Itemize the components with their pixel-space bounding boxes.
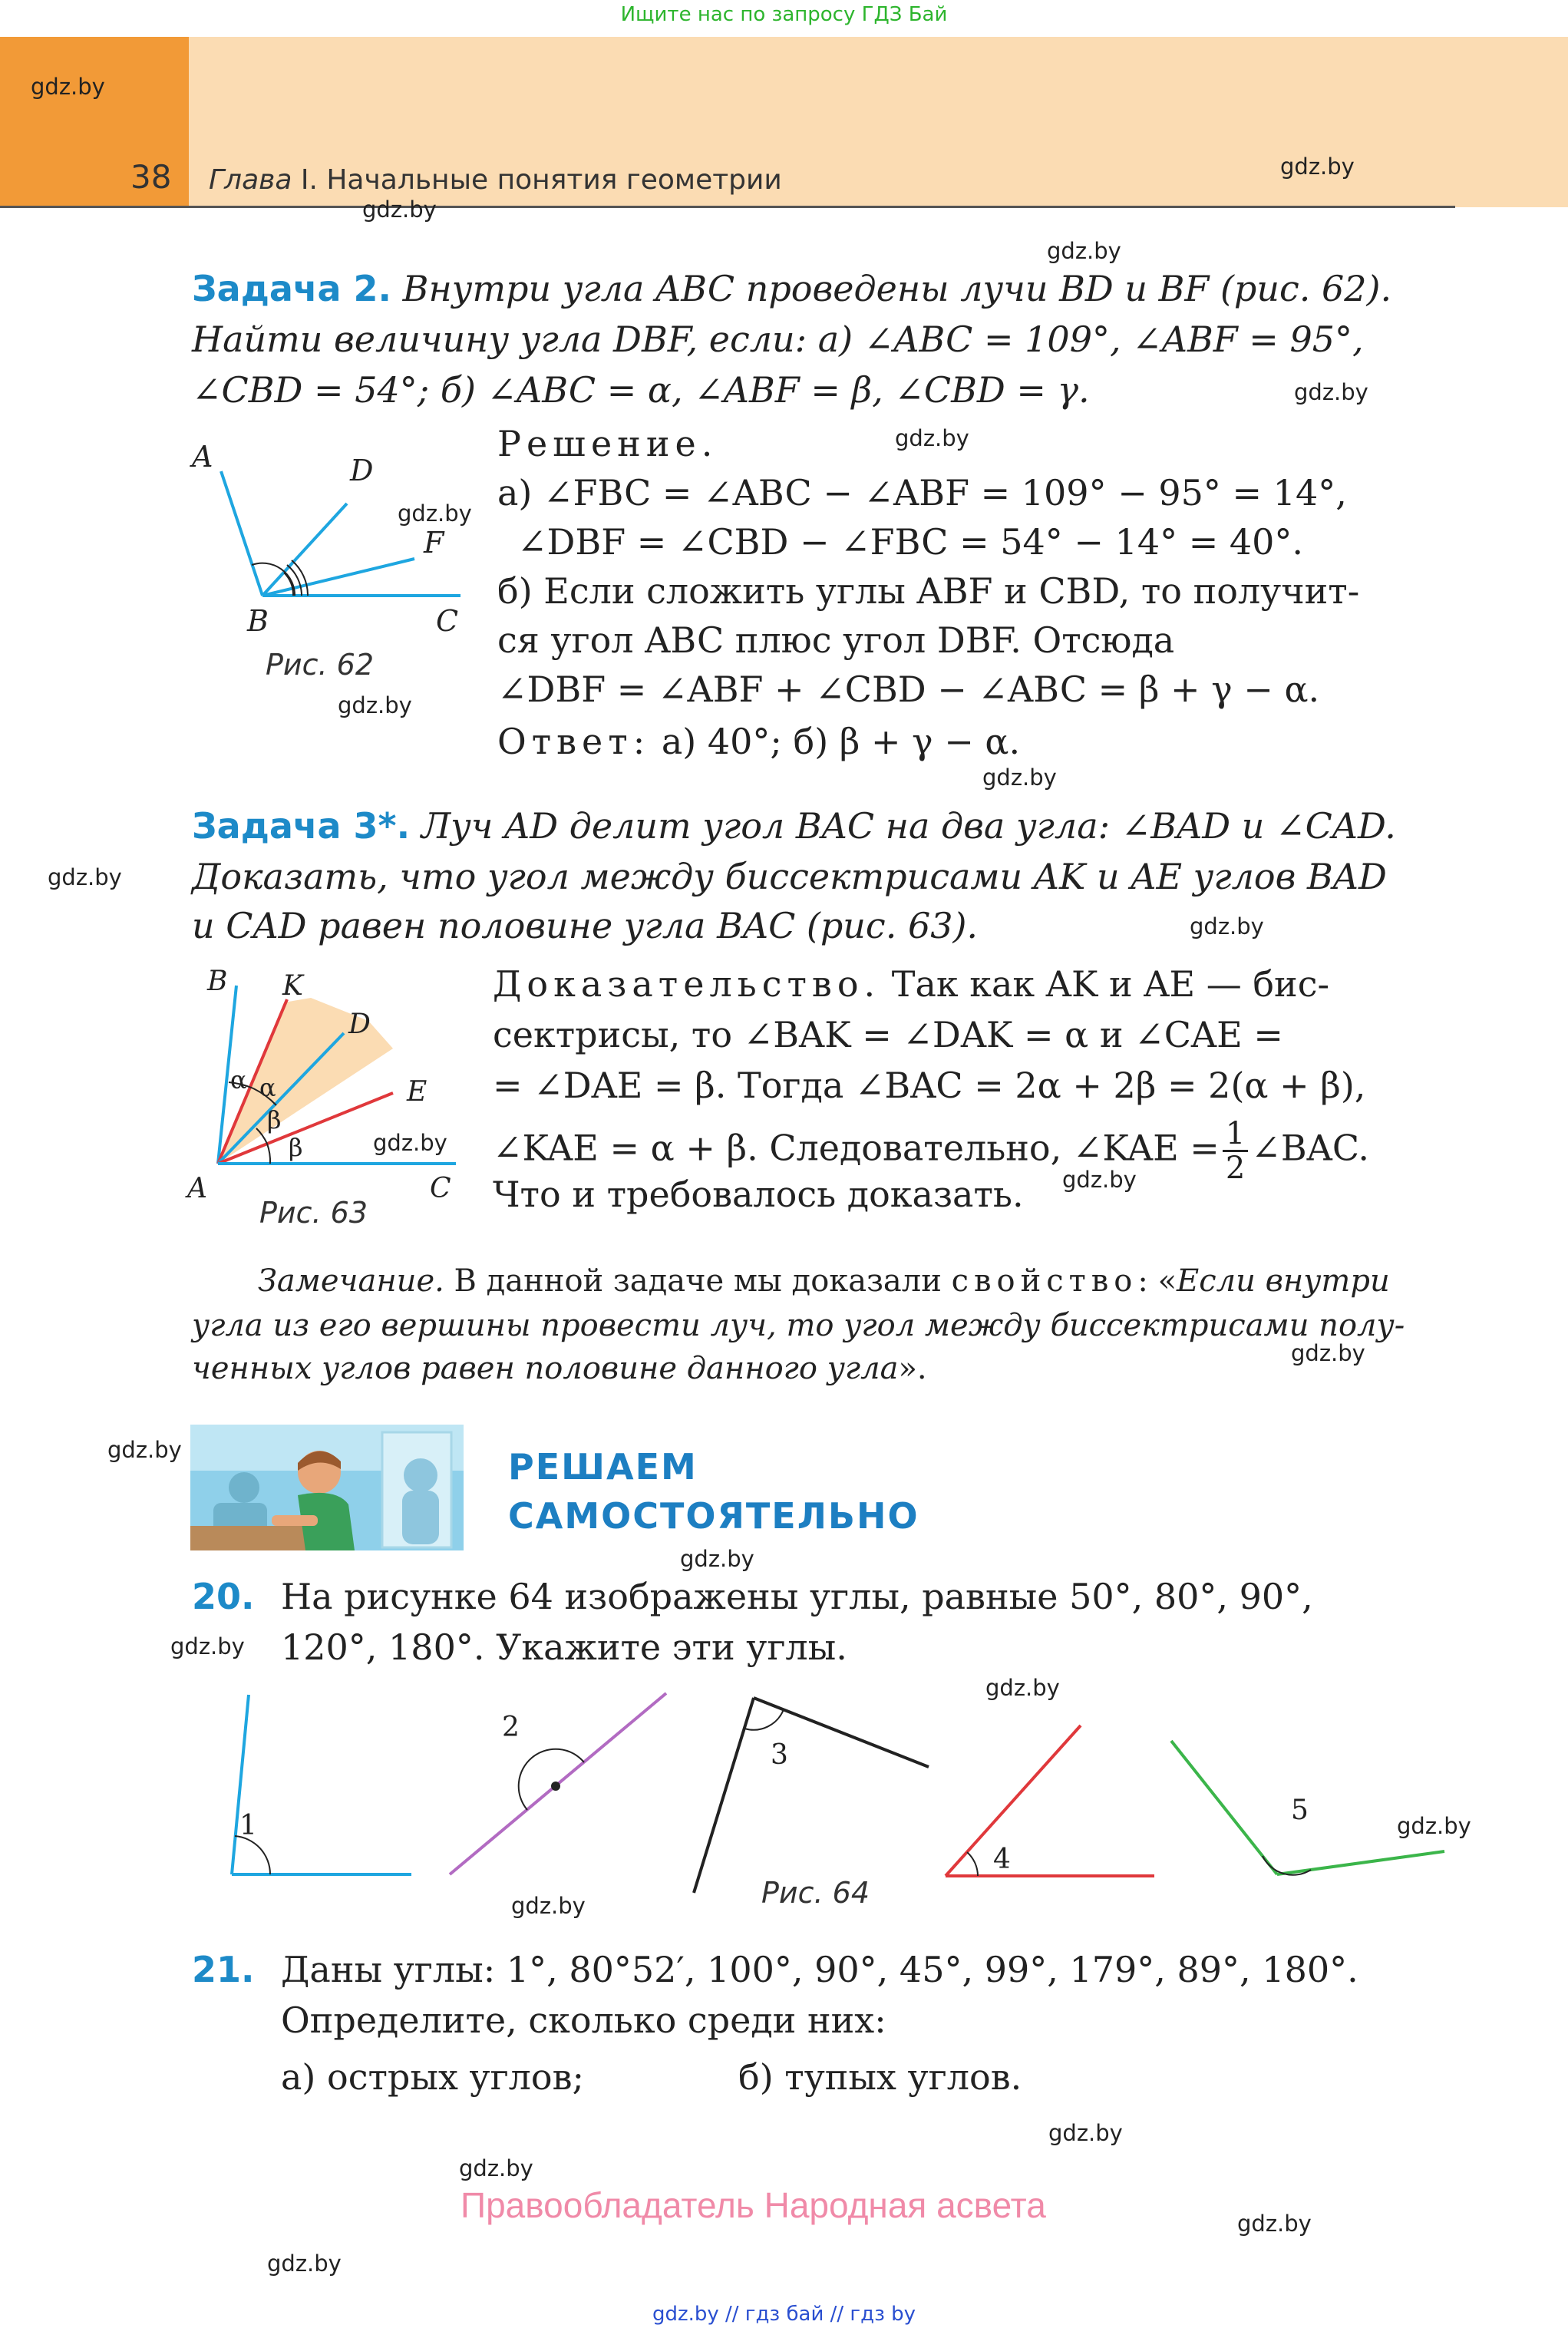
label-A: A — [187, 1173, 207, 1204]
ex20-number: 20. — [192, 1576, 255, 1617]
watermark: gdz.by — [895, 425, 969, 451]
ray-BA — [221, 471, 262, 596]
label-F: F — [424, 526, 444, 560]
angle-arc — [235, 1836, 270, 1874]
watermark: gdz.by — [338, 692, 412, 718]
top-notice: Ищите нас по запросу ГДЗ Бай — [620, 3, 948, 26]
watermark: gdz.by — [1047, 238, 1121, 264]
remark-line1: Замечание. В данной задаче мы доказали свойство: «Если внутри — [258, 1263, 1390, 1299]
angle-3 — [694, 1698, 929, 1893]
solution-line1: а) ∠FBC = ∠ABC − ∠ABF = 109° − 95° = 14°, — [497, 472, 1347, 514]
task2-line2: Найти величину угла DBF, если: а) ∠ABC = 109°, ∠ABF = 95°, — [192, 319, 1364, 360]
watermark: gdz.by — [267, 2250, 342, 2277]
ex20-line1: На рисунке 64 изображены углы, равные 50°, 80°, 90°, — [281, 1576, 1313, 1617]
angle-4 — [946, 1725, 1154, 1876]
watermark: gdz.by — [1294, 379, 1368, 405]
ex21-number: 21. — [192, 1949, 255, 1990]
watermark: gdz.by — [170, 1633, 245, 1659]
angle-5-side — [1277, 1851, 1444, 1874]
watermark: gdz.by — [107, 1437, 182, 1463]
angle-arc — [967, 1852, 978, 1876]
watermark: gdz.by — [1280, 154, 1355, 180]
figure-63 — [177, 959, 484, 1213]
label-beta: β — [289, 1133, 303, 1162]
section-illustration — [190, 1425, 464, 1550]
angle-arc — [519, 1749, 584, 1810]
watermark: gdz.by — [373, 1130, 447, 1156]
watermark: gdz.by — [459, 2155, 533, 2181]
angle-3-side — [694, 1698, 754, 1893]
ray-BF — [262, 559, 414, 596]
angle-label-4: 4 — [993, 1844, 1011, 1875]
label-C: C — [436, 604, 459, 638]
label-D: D — [348, 1009, 371, 1040]
watermark: gdz.by — [398, 500, 472, 527]
ex21-option-b: б) тупых углов. — [738, 2056, 1022, 2098]
label-E: E — [407, 1076, 427, 1108]
watermark: gdz.by — [511, 1893, 586, 1919]
proof-line2: сектрисы, то ∠BAK = ∠DAK = α и ∠CAE = — [493, 1014, 1283, 1055]
task3-line3: и CAD равен половине угла BAC (рис. 63). — [192, 905, 979, 946]
chapter-title: Глава I. Начальные понятия геометрии — [209, 164, 782, 196]
solution-line3: б) Если сложить углы ABF и CBD, то получит- — [497, 570, 1360, 612]
task3-line2: Доказать, что угол между биссектрисами AK и AE углов BAD — [192, 856, 1387, 897]
watermark: gdz.by — [1291, 1340, 1365, 1366]
watermark: gdz.by — [985, 1675, 1060, 1701]
watermark: gdz.by — [1237, 2211, 1312, 2237]
answer-line: Ответ: а) 40°; б) β + γ − α. — [497, 721, 1021, 762]
solution-line2: ∠DBF = ∠CBD − ∠FBC = 54° − 14° = 40°. — [517, 521, 1304, 563]
watermark: gdz.by — [31, 74, 105, 100]
label-B: B — [207, 966, 228, 997]
angle-2-vertex — [551, 1782, 560, 1791]
proof-line4: ∠KAE = α + β. Следовательно, ∠KAE = $\frac{1}{2}$ ∠BAC. — [493, 1116, 1370, 1186]
proof-line5: Что и требовалось доказать. — [493, 1174, 1024, 1215]
watermark: gdz.by — [362, 196, 437, 223]
fig64-caption: Рис. 64 — [761, 1876, 870, 1910]
angle-2 — [450, 1693, 666, 1874]
task2-line3: ∠CBD = 54°; б) ∠ABC = α, ∠ABF = β, ∠CBD = γ. — [192, 369, 1090, 411]
watermark: gdz.by — [1397, 1813, 1471, 1839]
label-B: B — [247, 604, 269, 638]
remark-line3: ченных углов равен половине данного угла». — [192, 1351, 927, 1386]
ex21-line1: Даны углы: 1°, 80°52′, 100°, 90°, 45°, 99°, 179°, 89°, 180°. — [281, 1949, 1358, 1990]
watermark: gdz.by — [48, 864, 122, 890]
angle-4-side — [946, 1725, 1081, 1876]
watermark: gdz.by — [1062, 1167, 1137, 1193]
angle-1-side — [232, 1695, 249, 1874]
angle-label-5: 5 — [1291, 1795, 1309, 1826]
proof-line3: = ∠DAE = β. Тогда ∠BAC = 2α + 2β = 2(α + β), — [493, 1065, 1366, 1106]
figure-62 — [177, 430, 484, 660]
fig63-caption: Рис. 63 — [259, 1196, 368, 1230]
solution-heading: Решение. — [497, 423, 718, 464]
solution-line4: ся угол ABC плюс угол DBF. Отсюда — [497, 619, 1175, 661]
label-beta: β — [267, 1105, 282, 1134]
angle-1 — [232, 1695, 411, 1874]
watermark: gdz.by — [1048, 2120, 1123, 2146]
angle-label-3: 3 — [771, 1739, 788, 1771]
fig62-caption: Рис. 62 — [266, 648, 375, 682]
angle-label-2: 2 — [502, 1712, 520, 1743]
angle-arc — [267, 1144, 270, 1164]
label-alpha: α — [230, 1065, 247, 1095]
label-D: D — [350, 454, 374, 487]
label-K: K — [282, 970, 303, 1002]
page-number: 38 — [130, 158, 172, 196]
solution-line5: ∠DBF = ∠ABF + ∠CBD − ∠ABC = β + γ − α. — [497, 669, 1320, 710]
label-C: C — [430, 1173, 451, 1204]
section-title-line2: САМОСТОЯТЕЛЬНО — [508, 1495, 919, 1537]
ex21-option-a: а) острых углов; — [281, 2056, 584, 2098]
task3-line1: Задача 3*. Луч AD делит угол BAC на два угла: ∠BAD и ∠CAD. — [192, 805, 1396, 847]
angle-5-side — [1171, 1741, 1277, 1874]
task2-line1: Задача 2. Внутри угла ABC проведены лучи BD и BF (рис. 62). — [192, 268, 1392, 309]
remark-line2: угла из его вершины провести луч, то угол между биссектрисами полу- — [192, 1308, 1405, 1343]
watermark: gdz.by — [982, 764, 1057, 791]
label-A: A — [192, 440, 213, 474]
header-rule — [0, 206, 1455, 208]
watermark: gdz.by — [1190, 913, 1264, 939]
section-title-line1: РЕШАЕМ — [508, 1446, 698, 1488]
copyright-holder: Правообладатель Народная асвета — [460, 2185, 1046, 2225]
bottom-links[interactable]: gdz.by // гдз бай // гдз by — [652, 2303, 916, 2326]
ex20-line2: 120°, 180°. Укажите эти углы. — [281, 1626, 847, 1668]
ray-BD — [262, 504, 347, 596]
watermark: gdz.by — [680, 1546, 754, 1572]
proof-line1: Доказательство. Так как AK и AE — бис- — [493, 963, 1329, 1005]
label-alpha: α — [259, 1073, 276, 1102]
angle-label-1: 1 — [239, 1810, 257, 1841]
fraction-one-half: $\frac{1}{2}$ — [1223, 1118, 1248, 1184]
ex21-line2: Определите, сколько среди них: — [281, 2000, 886, 2041]
